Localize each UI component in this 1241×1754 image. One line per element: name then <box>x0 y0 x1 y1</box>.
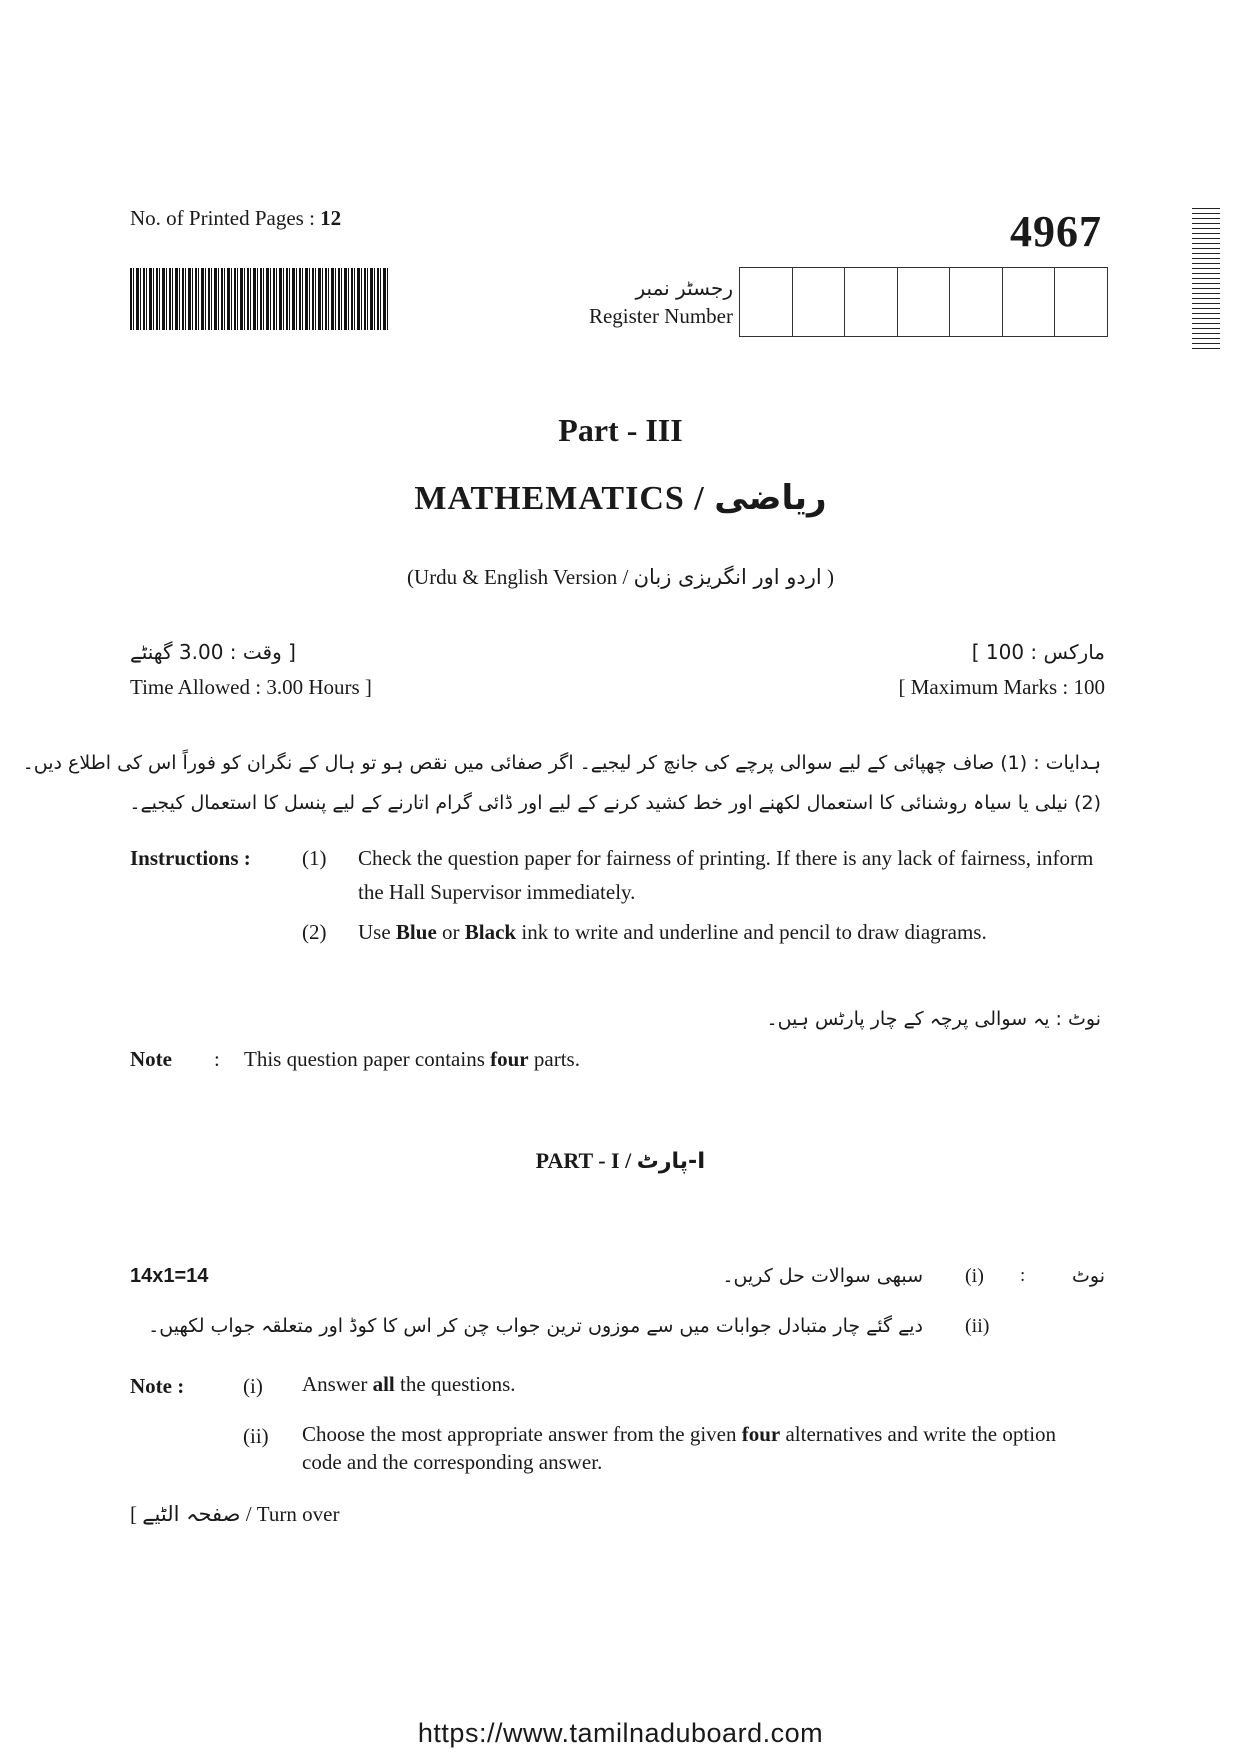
marks-calculation: 14x1=14 <box>130 1265 209 1287</box>
printed-pages-value: 12 <box>320 206 342 230</box>
note-urdu: نوٹ : یہ سوالی پرچہ کے چار پارٹس ہیں۔ <box>766 1008 1101 1030</box>
register-digit-box[interactable] <box>740 268 792 336</box>
register-digit-box[interactable] <box>949 268 1002 336</box>
part-note-1-part: the questions. <box>394 1372 516 1396</box>
part-note-1-part: Answer <box>302 1372 373 1396</box>
instruction-2-part: Use <box>358 920 396 944</box>
ink-blue: Blue <box>395 920 437 944</box>
register-number-label: Register Number <box>588 304 733 328</box>
subject-urdu: ریاضی <box>714 478 827 518</box>
part-note-urdu-colon: : <box>1020 1265 1026 1286</box>
time-allowed: Time Allowed : 3.00 Hours ] <box>130 675 372 699</box>
part-note-1-text <box>302 1370 1082 1398</box>
instruction-2-part: ink to write and underline and pencil to draw diagrams. <box>516 920 987 944</box>
instructions-label: Instructions : <box>130 846 251 870</box>
time-allowed-urdu: [ وقت : 3.00 گھنٹے <box>130 640 296 664</box>
note-text-part: parts. <box>528 1047 580 1071</box>
version-close: ) <box>821 565 834 589</box>
register-digit-box[interactable] <box>1054 268 1107 336</box>
urdu-note-2-number: (ii) <box>965 1315 990 1337</box>
maximum-marks-urdu: مارکس : 100 ] <box>971 640 1105 664</box>
maximum-marks: [ Maximum Marks : 100 <box>898 675 1105 699</box>
part-one-english: PART - I / <box>535 1148 637 1173</box>
side-barcode-marks <box>1192 208 1220 350</box>
note-text-part: This question paper contains <box>244 1047 491 1071</box>
urdu-note-2-text: دیے گئے چار متبادل جوابات میں سے موزوں ترین جواب چن کر اس کا کوڈ اور متعلقہ جواب لکھیں۔ <box>148 1315 923 1337</box>
printed-pages-label: No. of Printed Pages : <box>130 206 315 230</box>
instruction-2-number: (2) <box>302 920 327 944</box>
register-digit-box[interactable] <box>897 268 950 336</box>
part-note-2-number: (ii) <box>243 1424 269 1448</box>
instruction-2-part: or <box>436 920 465 944</box>
part-note-1-number: (i) <box>243 1374 263 1398</box>
turn-over-urdu: صفحہ الٹیے <box>142 1502 241 1526</box>
note-text <box>244 1047 580 1072</box>
urdu-note-1-text: سبھی سوالات حل کریں۔ <box>722 1265 923 1287</box>
register-digit-box[interactable] <box>792 268 845 336</box>
instruction-2-text <box>358 915 1110 949</box>
register-number-urdu: رجسٹر نمبر <box>635 276 733 300</box>
version-english: (Urdu & English Version / <box>407 565 634 589</box>
register-number-boxes[interactable] <box>739 267 1108 337</box>
ink-black: Black <box>464 920 517 944</box>
part-note-label: Note : <box>130 1374 185 1398</box>
version-urdu: اردو اور انگریزی زبان <box>633 565 822 589</box>
footer-url[interactable]: https://www.tamilnaduboard.com <box>417 1718 824 1748</box>
turn-over-english: / Turn over <box>240 1502 340 1526</box>
note-text-bold: four <box>490 1047 529 1071</box>
part-one-urdu: پارٹ-I <box>636 1149 706 1174</box>
part-note-1-bold: all <box>372 1372 395 1396</box>
note-label: Note <box>130 1047 172 1071</box>
version-line <box>0 565 1241 590</box>
part-one-heading <box>0 1148 1241 1174</box>
barcode-icon <box>130 268 388 330</box>
part-note-urdu-label: نوٹ <box>1072 1265 1105 1287</box>
urdu-instruction-2: (2) نیلی یا سیاہ روشنائی کا استعمال لکھنے اور خط کشید کرنے کے لیے اور ڈائی گرام اتارنے کے لیے پنسل کا استعمال کیجیے۔ <box>129 792 1101 814</box>
part-note-2-bold: four <box>741 1422 781 1446</box>
turn-over-bracket: [ <box>130 1502 143 1526</box>
note-colon: : <box>214 1047 220 1071</box>
urdu-note-1-number: (i) <box>965 1265 984 1287</box>
part-note-2-part: Choose the most appropriate answer from the given <box>302 1422 742 1446</box>
register-digit-box[interactable] <box>844 268 897 336</box>
paper-code: 4967 <box>1010 207 1102 256</box>
instruction-1-number: (1) <box>302 846 327 870</box>
part-note-2-part: alternatives and write the option code and the corresponding answer. <box>302 1422 1057 1474</box>
subject-separator: / <box>684 480 715 517</box>
subject-title <box>0 478 1241 518</box>
urdu-instruction-1: ہدایات : (1) صاف چھپائی کے لیے سوالی پرچے کی جانچ کر لیجیے۔ اگر صفائی میں نقص ہو تو ہال کے نگران کو فوراً اس کی اطلاع دیں۔ <box>22 752 1101 774</box>
printed-pages-line <box>130 206 341 231</box>
subject-english: MATHEMATICS <box>414 480 685 517</box>
part-note-2-text <box>302 1420 1082 1476</box>
instruction-1-text: Check the question paper for fairness of printing. If there is any lack of fairness, inform the Hall Supervisor immediately. <box>358 846 1094 904</box>
turn-over <box>130 1502 339 1527</box>
part-heading: Part - III <box>558 412 683 448</box>
register-digit-box[interactable] <box>1002 268 1055 336</box>
